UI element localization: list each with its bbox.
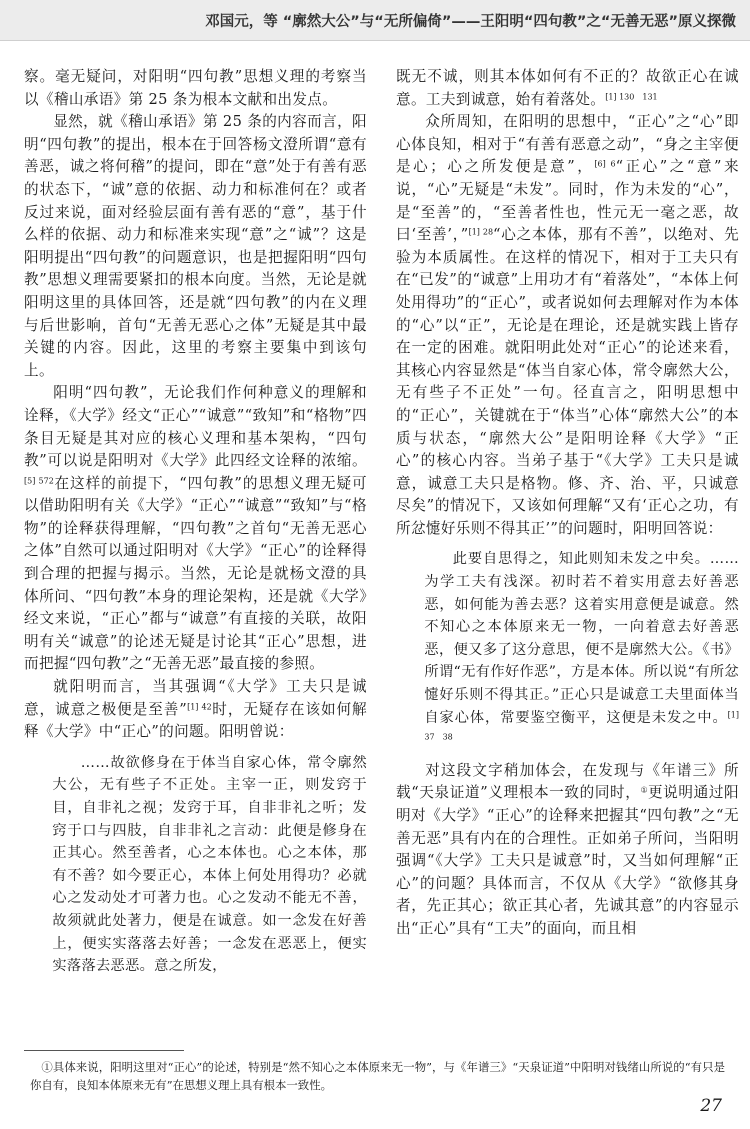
paragraph-text: 对这段文字稍加体会，在发现与《年谱三》所载“天泉证道”义理根本一致的同时， [396, 761, 739, 802]
citation-ref: [1] 28 [468, 227, 494, 237]
right-column [396, 66, 739, 941]
block-quote [424, 548, 739, 751]
citation-ref: [1] 130 131 [605, 92, 658, 102]
paragraph: 显然，就《稽山承语》第 25 条的内容而言，阳明“四句教”的提出，根本在于回答杨文澄所谓“意有善恶，诚之将何稽”的提问，即在“意”处于有善有恶的状态下，“诚”意的依据、动力和标准何在？或者反过来说，面对经验层面有善有恶的“意”，基于什么样的依据、动力和标准来实现“意”之“诚”？这是阳明提出“四句教”的问题意识，也是把握阳明“四句教”思想义理需要紧扣的根本向度。当然，无论是就阳明这里的具体回答，还是就“四句教”的内在义理与后世影响，首句“无善无恶心之体”无疑是其中最关键的内容。因此，这里的考察主要集中到该句上。 [24, 113, 367, 379]
page-number: 27 [700, 1096, 722, 1116]
citation-ref: [6] 6 [594, 159, 616, 169]
paragraph-text: “正心”之“意”来说，“心”无疑是“未发”。同时，作为未发的“心”，是“至善”的，“至善者性也，性元无一毫之恶，故曰‘至善’，” [396, 158, 739, 244]
paragraph [396, 760, 739, 941]
paragraph-text: 既无不诚，则其本体如何有不正的？故欲正心在诚意。工夫到诚意，始有着落处。 [396, 68, 739, 108]
paragraph-text: 更说明通过阳明对《大学》“正心”的诠释来把握其“四句教”之“无善无恶”具有内在的合理性。正如弟子所问，当阳明强调“《大学》工夫只是诚意”时，又当如何理解“正心”的问题？具体而言，不仅从《大学》“欲修其身者，先正其心；欲正其心者，先诚其意”的内容显示出“正心”具有“工夫”的面向，而且相 [396, 784, 740, 937]
paragraph-text: 时，无疑存在该如何解释《大学》中“正心”的问题。阳明曾说： [24, 700, 367, 741]
running-header [0, 0, 750, 41]
quote-text: 此要自思得之，知此则知未发之中矣。……为学工夫有浅深。初时若不着实用意去好善恶恶，如何能为善去恶？这着实用意便是诚意。然不知心之本体原来无一物，一向着意去好善恶恶，便又多了这分意思，便不是廓然大公。《书》所谓“无有作好作恶”，方是本体。所以说“有所忿懥好乐则不得其正。”正心只是诚意工夫里面体当自家心体，常要鉴空衡平，这便是未发之中。 [424, 551, 739, 726]
paragraph [396, 111, 739, 540]
block-quote: ……故欲修身在于体当自家心体，常令廓然大公，无有些子不正处。主宰一正，则发窍于目，自非礼之视；发窍于耳，自非非礼之听；发窍于口与四肢，自非非礼之言动：此便是修身在正其心。然至善者，心之本体也。心之本体，那有不善？如今要正心，本体上何处用得功？必就心之发动处才可著力也。心之发动不能无不善，故须就此处著力，便是在诚意。如一念发在好善上，便实实落落去好善；一念发在恶恶上，便实实落落去恶恶。意之所发， [52, 754, 367, 975]
citation-ref: [1] 37 38 [424, 710, 739, 742]
citation-ref: [5] 572 [24, 476, 54, 486]
citation-ref: [1] 42 [187, 702, 212, 712]
paragraph [24, 382, 367, 676]
footnote-marker: ① [640, 786, 648, 796]
left-column [24, 66, 367, 986]
paragraph-text: 阳明“四句教”，无论我们作何种意义的理解和诠释，《大学》经文“正心”“诚意”“致知”和“格物”四条目无疑是其对应的核心义理和基本架构，“四句教”可以说是阳明对《大学》此四经文诠释的浓缩。 [24, 384, 367, 470]
block-quote-continuation [396, 66, 739, 111]
paragraph-text: 众所周知，在阳明的思想中，“正心”之“心”即心体良知，相对于“有善有恶意之动”，“身之主宰便是心；心之所发便是意”， [396, 113, 739, 176]
paragraph-text: 在这样的前提下，“四句教”的思想义理无疑可以借助阳明有关《大学》“正心”“诚意”“致知”与“格物”的诠释获得理解，“四句教”之首句“无善无恶心之体”自然可以通过阳明对《大学》“正心”的诠释得到合理的把握与揭示。当然，无论是就杨文澄的具体所问、“四句教”本身的理论架构，还是就《大学》经文来说，“正心”都与“诚意”有直接的关联，故阳明有关“诚意”的论述无疑是讨论其“正心”思想，进而把握“四句教”之“无善无恶”最直接的参照。 [24, 474, 367, 673]
footnote: ①具体来说，阳明这里对“正心”的论述，特别是“然不知心之本体原来无一物”，与《年谱三》“天泉证道”中阳明对钱绪山所说的“有只是你自有，良知本体原来无有”在思想义理上具有根本一致性。 [30, 1060, 725, 1092]
paragraph [24, 676, 367, 744]
paragraph-text: “心之本体，那有不善”，以绝对、先验为本质属性。在这样的情况下，相对于工夫只有在“已发”的“诚意”上用功才有“着落处”，“本体上何处用得功”的“正心”，或者说如何去理解对作为本体的“心”以“正”，无论是在理论，还是就实践上皆存在一定的困难。就阳明此处对“正心”的论述来看，其核心内容显然是“体当自家心体，常令廓然大公，无有些子不正处”一句。径直言之，阳明思想中的“正心”，关键就在于“体当”心体“廓然大公”的本质与状态，“廓然大公”是阳明诠释《大学》“正心”的核心内容。当弟子基于“《大学》工夫只是诚意，诚意工夫只是格物。修、齐、治、平，只诚意尽矣”的情况下，又该如何理解“又有‘正心之功，有所忿懥好乐则不得其正’”的问题时，阳明回答说： [396, 226, 740, 537]
footnote-rule [24, 1050, 184, 1051]
paragraph: 察。毫无疑问，对阳明“四句教”思想义理的考察当以《稽山承语》第 25 条为根本文献和出发点。 [24, 68, 367, 108]
paragraph-text: 就阳明而言，当其强调“《大学》工夫只是诚意，诚意之极便是至善” [24, 678, 367, 718]
running-title: 邓国元，等 “廓然大公”与“无所偏倚”——王阳明“四句教”之“无善无恶”原义探微 [205, 14, 736, 30]
